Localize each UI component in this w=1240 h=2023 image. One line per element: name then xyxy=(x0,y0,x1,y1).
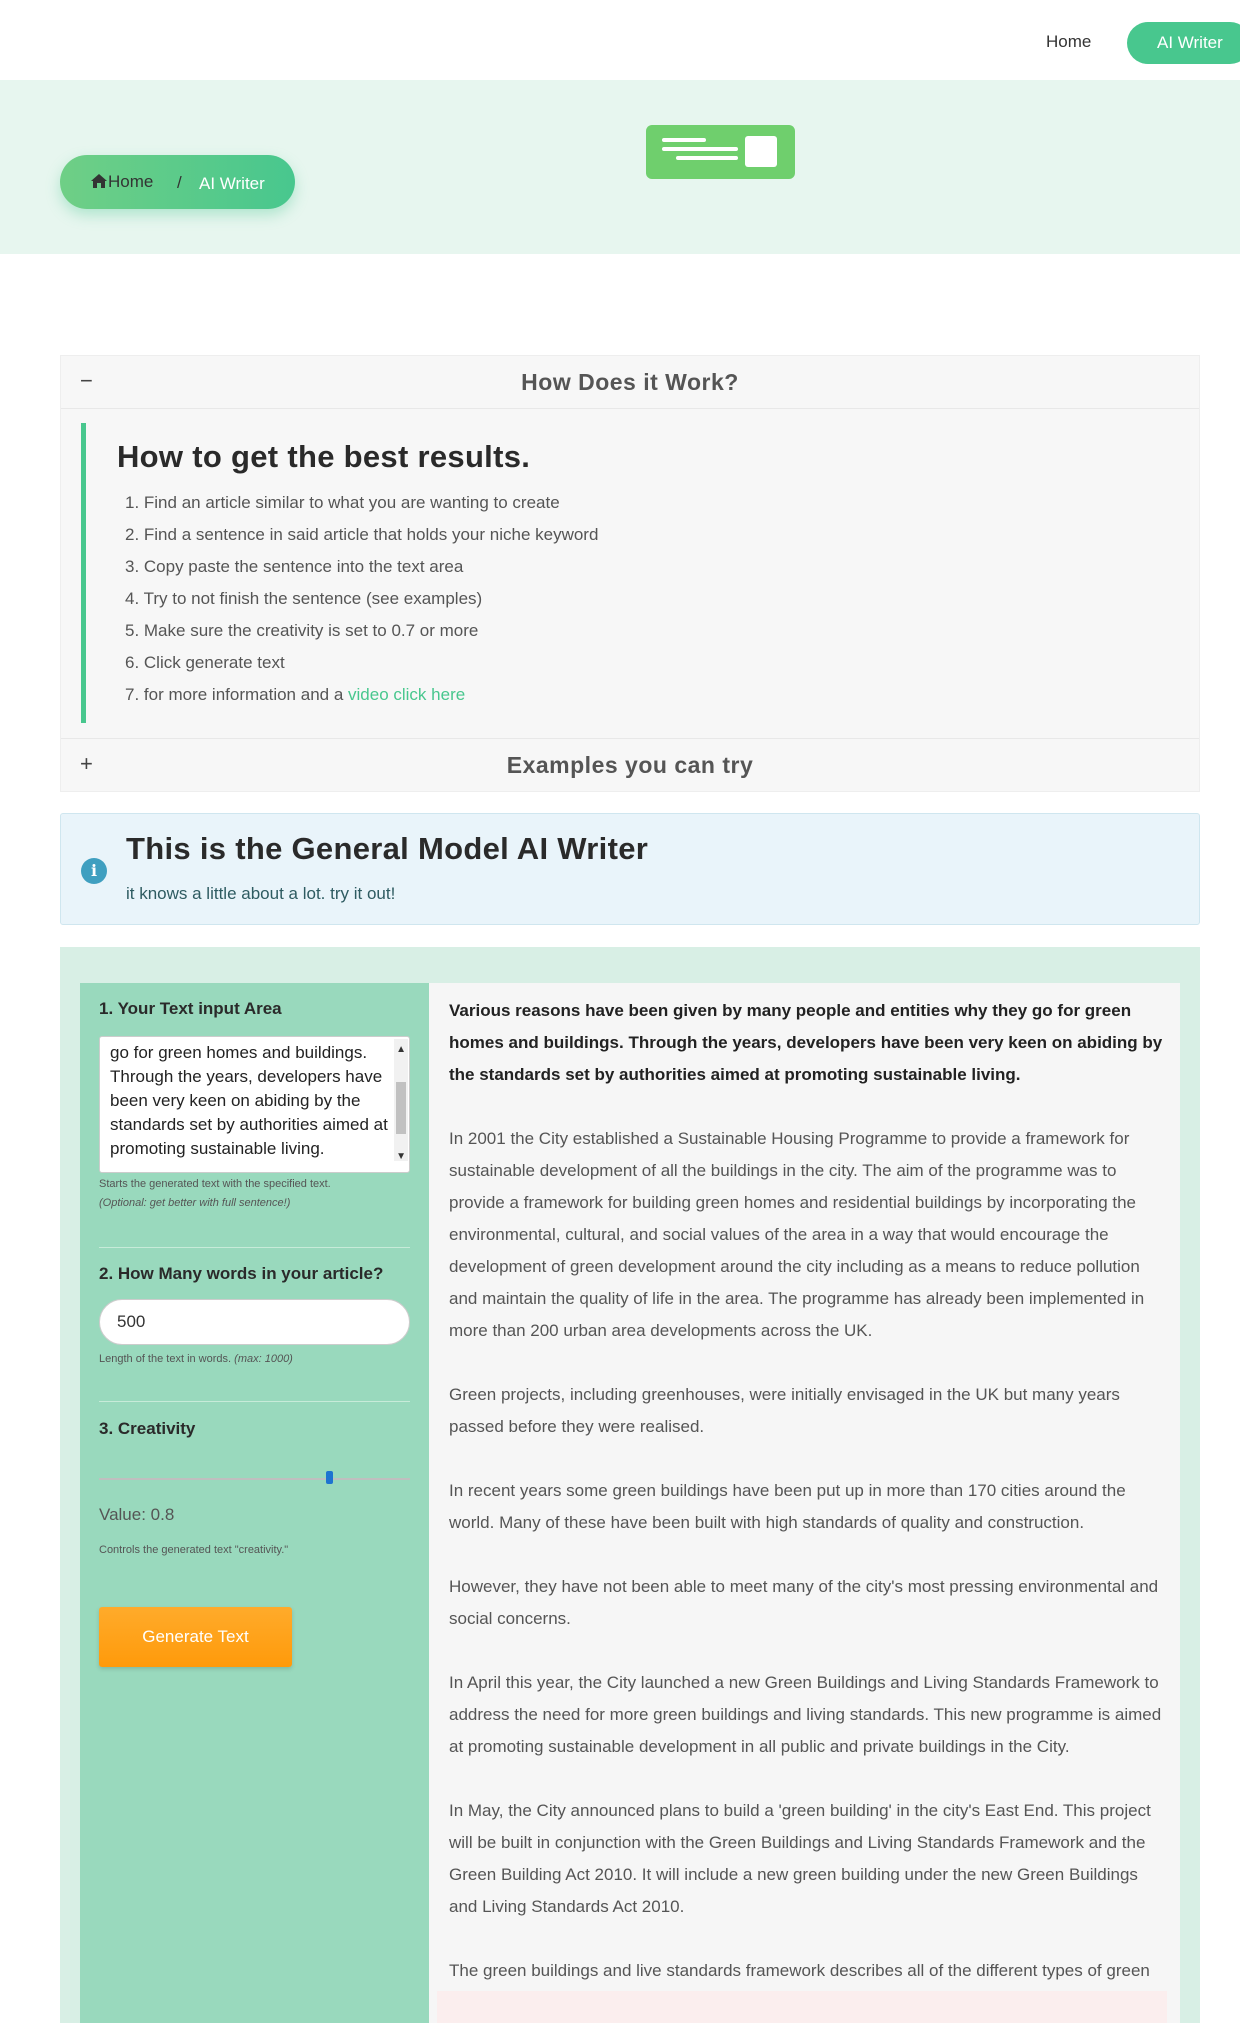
text-input-area[interactable] xyxy=(99,1036,410,1173)
list-item: 4. Try to not finish the sentence (see examples) xyxy=(125,589,483,608)
list-item: 5. Make sure the creativity is set to 0.7 or more xyxy=(125,621,479,640)
output-paragraph: In May, the City announced plans to build a 'green building' in the city's East End. This project will be built in conjunction with the Green Buildings and Living Standards Framework and the Green Building Act 2010. It will include a new green building under the new Green Buildings and Living Standards Act 2010. xyxy=(449,1801,1151,1916)
accordion-header-examples[interactable] xyxy=(61,739,1199,791)
model-info-notice xyxy=(60,813,1200,925)
output-footer-strip xyxy=(437,1991,1167,2023)
settings-panel xyxy=(80,983,429,2023)
output-paragraph: However, they have not been able to meet many of the city's most pressing environmental and social concerns. xyxy=(449,1577,1159,1628)
collapse-icon[interactable]: − xyxy=(80,368,93,393)
info-icon: i xyxy=(81,858,107,884)
output-paragraph: In recent years some green buildings have been put up in more than 170 cities around the world. Many of these have been built with high standards of quality and construction. xyxy=(449,1481,1126,1532)
accordion-body xyxy=(81,423,1181,723)
words-label: 2. How Many words in your article? xyxy=(99,1264,384,1283)
list-item: 3. Copy paste the sentence into the text area xyxy=(125,557,464,576)
text-input-value[interactable]: go for green homes and buildings. Through the years, developers have been very keen on abiding by the standards set by authorities aimed at promoting sustainable living. xyxy=(110,1043,388,1158)
notice-subtitle: it knows a little about a lot. try it out! xyxy=(126,884,396,903)
nav-ai-writer-button[interactable]: AI Writer xyxy=(1127,22,1240,64)
output-paragraph: In April this year, the City launched a new Green Buildings and Living Standards Framework to address the need for more green buildings and living standards. This new programme is aimed at promoting sustainable development in all public and private buildings in the City. xyxy=(449,1673,1162,1756)
logo-bar xyxy=(662,138,706,142)
video-link[interactable]: video click here xyxy=(348,685,466,704)
best-results-heading: How to get the best results. xyxy=(117,439,531,474)
breadcrumb-separator: / xyxy=(177,173,182,192)
ai-writer-tool xyxy=(60,947,1200,2023)
site-logo[interactable] xyxy=(646,125,795,179)
scroll-up-icon[interactable]: ▲ xyxy=(396,1044,406,1055)
scrollbar-thumb[interactable] xyxy=(396,1082,406,1134)
creativity-slider-track[interactable] xyxy=(99,1478,410,1480)
list-item: 6. Click generate text xyxy=(125,653,285,672)
breadcrumb-home-link[interactable]: Home xyxy=(108,172,154,191)
step-text: 7. for more information and a xyxy=(125,685,349,704)
input-help-optional-text: (Optional: get better with full sentence!) xyxy=(99,1197,291,1209)
breadcrumb-current: AI Writer xyxy=(199,174,265,193)
creativity-value: Value: 0.8 xyxy=(99,1505,175,1524)
words-help xyxy=(99,1353,293,1365)
expand-icon[interactable]: + xyxy=(80,751,93,776)
how-it-works-accordion xyxy=(60,355,1200,792)
generated-text xyxy=(449,995,1164,2019)
steps-list xyxy=(125,487,598,711)
output-paragraph: Green projects, including greenhouses, were initially envisaged in the UK but many years passed before they were realised. xyxy=(449,1385,1120,1436)
divider xyxy=(61,408,1199,409)
words-help-max: (max: 1000) xyxy=(234,1353,293,1365)
input-help-text: Starts the generated text with the specified text. xyxy=(99,1178,331,1190)
generated-output-panel xyxy=(429,983,1180,2023)
text-input-label: 1. Your Text input Area xyxy=(99,999,282,1018)
output-intro: Various reasons have been given by many people and entities why they go for green homes and buildings. Through the years, developers have been very keen on abiding by the standards set by authorities aimed at promoting sustainable living. xyxy=(449,1001,1163,1084)
words-help-text: Length of the text in words. xyxy=(99,1353,232,1365)
divider xyxy=(99,1401,410,1402)
nav-home-link[interactable]: Home xyxy=(1046,32,1092,51)
divider xyxy=(99,1247,410,1248)
scroll-down-icon[interactable]: ▼ xyxy=(396,1151,406,1162)
accordion-header-how-it-works[interactable] xyxy=(61,356,1199,408)
top-navbar xyxy=(0,0,1240,80)
creativity-label: 3. Creativity xyxy=(99,1419,196,1438)
accordion-title[interactable]: Examples you can try xyxy=(506,752,754,778)
output-paragraph: The green buildings and live standards framework describes all of the different types of green xyxy=(449,1961,1150,1980)
output-paragraph: In 2001 the City established a Sustainable Housing Programme to provide a framework for sustainable development of all the buildings in the city. The aim of the programme was to provide a framework for building green homes and residential buildings by incorporating the environmental, cultural, and social values of the area in a way that would encourage the development of green development around the city including as a means to reduce pollution and maintain the quality of life in the area. The programme has already been implemented in more than 200 urban area developments across the UK. xyxy=(449,1129,1145,1340)
logo-box xyxy=(745,136,777,167)
generate-text-button[interactable]: Generate Text xyxy=(99,1607,292,1667)
creativity-slider-thumb[interactable] xyxy=(326,1471,333,1484)
list-item: 2. Find a sentence in said article that holds your niche keyword xyxy=(125,525,599,544)
word-count-input[interactable]: 500 xyxy=(99,1299,410,1345)
creativity-help: Controls the generated text "creativity." xyxy=(99,1544,289,1556)
breadcrumb xyxy=(60,155,295,209)
input-help-optional xyxy=(99,1197,290,1209)
notice-title: This is the General Model AI Writer xyxy=(126,831,649,866)
logo-bar xyxy=(676,156,738,160)
logo-bar xyxy=(662,147,738,151)
home-icon[interactable] xyxy=(90,173,108,189)
list-item: 1. Find an article similar to what you are wanting to create xyxy=(125,493,560,512)
accordion-title[interactable]: How Does it Work? xyxy=(521,369,739,395)
list-item xyxy=(125,679,598,711)
